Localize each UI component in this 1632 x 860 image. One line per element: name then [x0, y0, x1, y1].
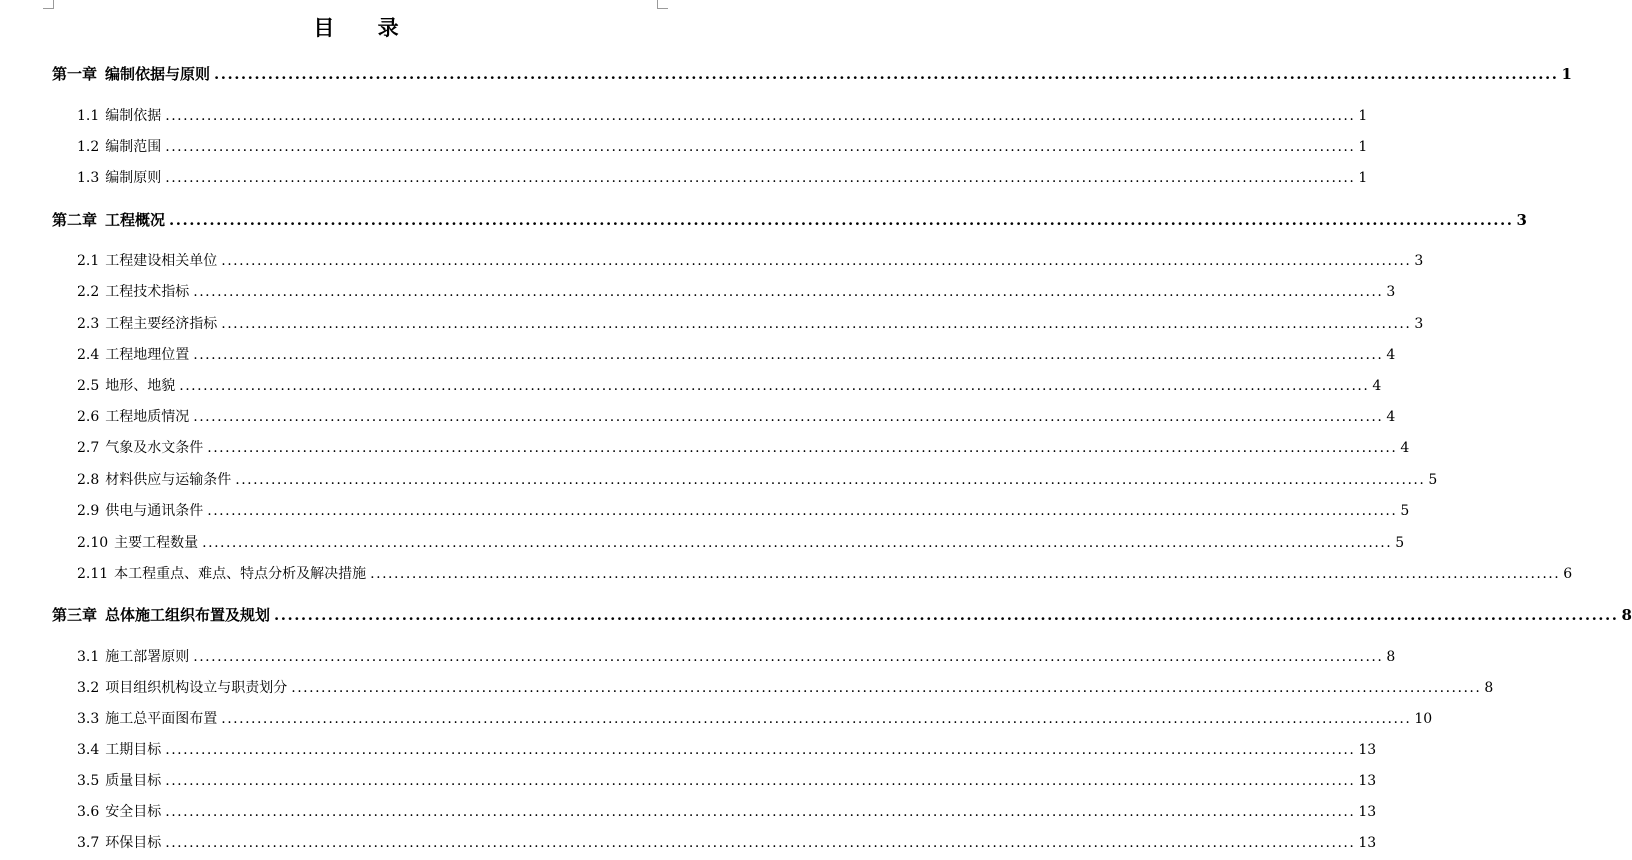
toc-section-entry[interactable] — [77, 533, 1405, 553]
toc-page-number: 10 — [1414, 711, 1433, 727]
toc-entry-text: 总体施工组织布置及规划 — [105, 606, 271, 624]
toc-dot-leader: ........................................................................................................................................................................................................ — [214, 65, 1559, 83]
toc-dot-leader: ........................................................................................................................................................................................................ — [202, 535, 1393, 551]
toc-dot-leader: ........................................................................................................................................................................................................ — [193, 284, 1384, 300]
toc-section-entry[interactable] — [77, 740, 1377, 760]
toc-entry-label — [77, 438, 203, 458]
toc-entry-label — [77, 345, 189, 365]
toc-entry-number: 1.3 — [77, 170, 100, 186]
toc-page-number: 13 — [1358, 773, 1377, 789]
toc-entry-text: 安全目标 — [105, 804, 162, 820]
toc-dot-leader: ........................................................................................................................................................................................................ — [193, 649, 1384, 665]
toc-entry-text: 编制范围 — [105, 139, 162, 155]
toc-section-entry[interactable] — [77, 282, 1396, 302]
toc-entry-number: 第二章 — [52, 211, 98, 229]
toc-section-entry[interactable] — [77, 771, 1377, 791]
toc-section-entry[interactable] — [77, 678, 1494, 698]
toc-entry-text: 地形、地貌 — [105, 378, 176, 394]
toc-page-number: 3 — [1386, 284, 1396, 300]
toc-entry-text: 项目组织机构设立与职责划分 — [105, 680, 288, 696]
toc-entry-number: 2.5 — [77, 378, 100, 394]
toc-entry-number: 3.3 — [77, 711, 100, 727]
toc-dot-leader: ........................................................................................................................................................................................................ — [221, 316, 1412, 332]
toc-entry-text: 气象及水文条件 — [105, 440, 204, 456]
toc-entry-text: 材料供应与运输条件 — [105, 472, 232, 488]
toc-entry-text: 供电与通讯条件 — [105, 503, 204, 519]
toc-section-entry[interactable] — [77, 251, 1424, 271]
toc-entry-label — [77, 647, 189, 667]
toc-page-number: 13 — [1358, 742, 1377, 758]
toc-page-number: 4 — [1386, 409, 1396, 425]
toc-dot-leader: ........................................................................................................................................................................................................ — [165, 835, 1356, 851]
toc-section-entry[interactable] — [77, 647, 1396, 667]
toc-dot-leader: ........................................................................................................................................................................................................ — [274, 606, 1619, 624]
toc-entry-number: 2.11 — [77, 566, 109, 582]
toc-dot-leader: ........................................................................................................................................................................................................ — [165, 108, 1356, 124]
toc-entry-text: 工程建设相关单位 — [105, 253, 218, 269]
toc-page-number: 5 — [1400, 503, 1410, 519]
toc-dot-leader: ........................................................................................................................................................................................................ — [169, 211, 1514, 229]
toc-section-entry[interactable] — [77, 438, 1410, 458]
toc-entry-label — [77, 533, 198, 553]
toc-page-number: 5 — [1428, 472, 1438, 488]
toc-entry-label — [77, 251, 217, 271]
toc-dot-leader: ........................................................................................................................................................................................................ — [165, 804, 1356, 820]
toc-entry-text: 工程地质情况 — [105, 409, 190, 425]
toc-entry-text: 工期目标 — [105, 742, 162, 758]
toc-entry-label — [52, 605, 270, 625]
page-title: 目 录 — [313, 15, 417, 40]
toc-page-number: 3 — [1414, 253, 1424, 269]
toc-page-number: 8 — [1621, 606, 1632, 624]
toc-entry-number: 第一章 — [52, 65, 98, 83]
toc-entry-number: 第三章 — [52, 606, 98, 624]
toc-entry-label — [77, 282, 189, 302]
toc-chapter-entry[interactable] — [52, 64, 1572, 84]
toc-page-number: 8 — [1386, 649, 1396, 665]
toc-dot-leader: ........................................................................................................................................................................................................ — [165, 773, 1356, 789]
toc-section-entry[interactable] — [77, 802, 1377, 822]
toc-dot-leader: ........................................................................................................................................................................................................ — [291, 680, 1482, 696]
toc-section-entry[interactable] — [77, 345, 1396, 365]
toc-section-entry[interactable] — [77, 137, 1368, 157]
toc-section-entry[interactable] — [77, 501, 1410, 521]
toc-chapter-entry[interactable] — [52, 210, 1527, 230]
toc-entry-label — [77, 771, 161, 791]
toc-entry-text: 施工部署原则 — [105, 649, 190, 665]
toc-section-entry[interactable] — [77, 709, 1433, 729]
toc-entry-label — [77, 709, 217, 729]
toc-entry-label — [77, 137, 161, 157]
toc-dot-leader: ........................................................................................................................................................................................................ — [370, 566, 1561, 582]
toc-entry-text: 工程主要经济指标 — [105, 316, 218, 332]
toc-page-number: 13 — [1358, 804, 1377, 820]
toc-section-entry[interactable] — [77, 407, 1396, 427]
toc-page-number: 4 — [1400, 440, 1410, 456]
toc-entry-label — [77, 470, 231, 490]
toc-entry-label — [77, 168, 161, 188]
toc-entry-number: 2.7 — [77, 440, 100, 456]
toc-dot-leader: ........................................................................................................................................................................................................ — [165, 170, 1356, 186]
toc-dot-leader: ........................................................................................................................................................................................................ — [207, 503, 1398, 519]
toc-entry-number: 3.7 — [77, 835, 100, 851]
toc-entry-text: 主要工程数量 — [114, 535, 199, 551]
toc-dot-leader: ........................................................................................................................................................................................................ — [165, 139, 1356, 155]
toc-dot-leader: ........................................................................................................................................................................................................ — [193, 409, 1384, 425]
toc-entry-label — [77, 564, 366, 584]
toc-page-number: 3 — [1414, 316, 1424, 332]
toc-entry-label — [77, 106, 161, 126]
toc-page-number: 1 — [1561, 65, 1572, 83]
toc-section-entry[interactable] — [77, 564, 1573, 584]
toc-dot-leader: ........................................................................................................................................................................................................ — [179, 378, 1370, 394]
toc-entry-text: 工程概况 — [105, 211, 166, 229]
toc-entry-number: 2.6 — [77, 409, 100, 425]
toc-entry-number: 2.4 — [77, 347, 100, 363]
toc-entry-number: 2.1 — [77, 253, 100, 269]
toc-entry-label — [77, 740, 161, 760]
toc-page-number: 4 — [1386, 347, 1396, 363]
toc-section-entry[interactable] — [77, 376, 1382, 396]
toc-entry-number: 2.8 — [77, 472, 100, 488]
toc-page-number: 13 — [1358, 835, 1377, 851]
toc-entry-number: 3.1 — [77, 649, 100, 665]
toc-page-number: 3 — [1516, 211, 1527, 229]
toc-page-number: 8 — [1484, 680, 1494, 696]
toc-entry-number: 3.2 — [77, 680, 100, 696]
toc-entry-label — [77, 678, 287, 698]
toc-page-number: 6 — [1563, 566, 1573, 582]
toc-entry-label — [52, 210, 165, 230]
toc-chapter-entry[interactable] — [52, 605, 1632, 625]
toc-page-number: 1 — [1358, 139, 1368, 155]
toc-entry-text: 本工程重点、难点、特点分析及解决措施 — [114, 566, 367, 582]
toc-entry-number: 3.6 — [77, 804, 100, 820]
toc-entry-text: 环保目标 — [105, 835, 162, 851]
toc-entry-text: 施工总平面图布置 — [105, 711, 218, 727]
toc-dot-leader: ........................................................................................................................................................................................................ — [221, 711, 1412, 727]
toc-entry-text: 工程技术指标 — [105, 284, 190, 300]
toc-entry-label — [77, 376, 175, 396]
toc-section-entry[interactable] — [77, 314, 1424, 334]
toc-entry-number: 2.3 — [77, 316, 100, 332]
toc-entry-number: 3.5 — [77, 773, 100, 789]
toc-page-number: 1 — [1358, 170, 1368, 186]
toc-entry-label — [77, 407, 189, 427]
toc-page-number: 5 — [1395, 535, 1405, 551]
toc-entry-label — [77, 833, 161, 853]
toc-section-entry[interactable] — [77, 470, 1438, 490]
toc-entry-number: 2.2 — [77, 284, 100, 300]
toc-dot-leader: ........................................................................................................................................................................................................ — [193, 347, 1384, 363]
toc-entry-number: 1.2 — [77, 139, 100, 155]
toc-entry-text: 工程地理位置 — [105, 347, 190, 363]
toc-dot-leader: ........................................................................................................................................................................................................ — [207, 440, 1398, 456]
toc-dot-leader: ........................................................................................................................................................................................................ — [165, 742, 1356, 758]
toc-entry-label — [77, 314, 217, 334]
toc-entry-number: 2.10 — [77, 535, 109, 551]
toc-entry-number: 1.1 — [77, 108, 100, 124]
toc-section-entry[interactable] — [77, 833, 1377, 853]
toc-entry-number: 2.9 — [77, 503, 100, 519]
toc-entry-label — [52, 64, 210, 84]
toc-dot-leader: ........................................................................................................................................................................................................ — [235, 472, 1426, 488]
toc-entry-label — [77, 501, 203, 521]
toc-page-number: 1 — [1358, 108, 1368, 124]
toc-section-entry[interactable] — [77, 106, 1368, 126]
toc-dot-leader: ........................................................................................................................................................................................................ — [221, 253, 1412, 269]
toc-entry-text: 编制原则 — [105, 170, 162, 186]
toc-entry-label — [77, 802, 161, 822]
toc-entry-number: 3.4 — [77, 742, 100, 758]
toc-entry-text: 编制依据 — [105, 108, 162, 124]
toc-section-entry[interactable] — [77, 168, 1368, 188]
toc-entry-text: 质量目标 — [105, 773, 162, 789]
toc-page-number: 4 — [1372, 378, 1382, 394]
toc-entry-text: 编制依据与原则 — [105, 65, 211, 83]
